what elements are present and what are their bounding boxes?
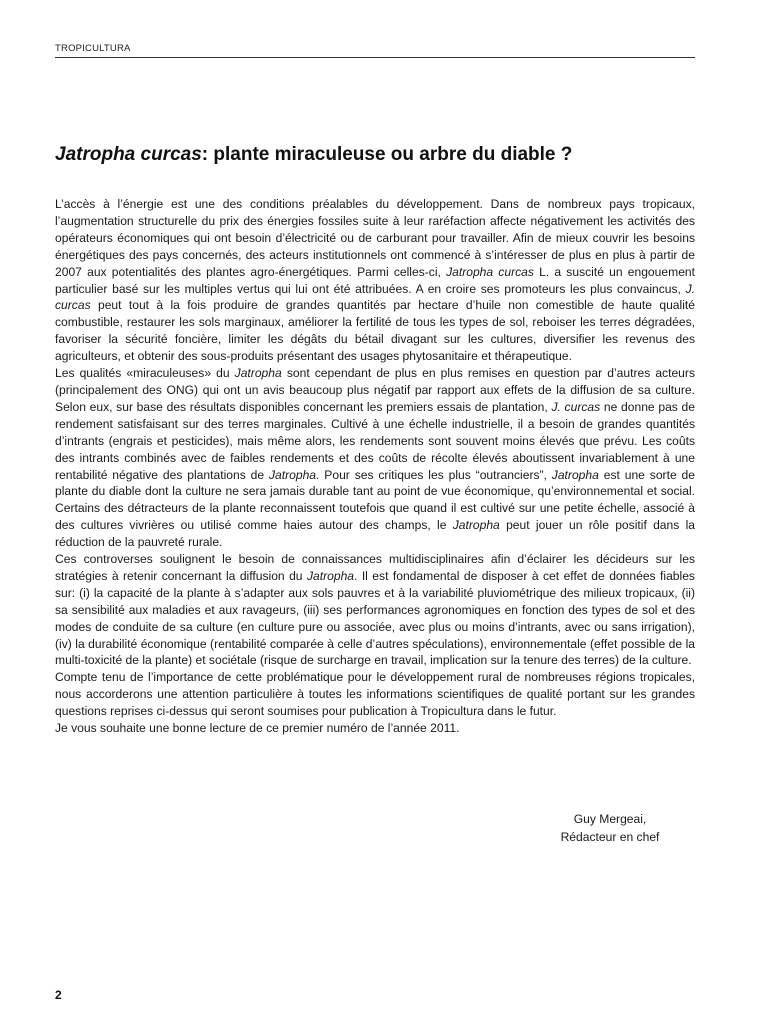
- italic-term: Jatropha: [268, 467, 317, 482]
- italic-term: Jatropha: [452, 518, 500, 533]
- page-number: 2: [55, 988, 62, 1002]
- author-name: Guy Mergeai,: [573, 812, 647, 826]
- body-paragraph: [55, 196, 695, 365]
- title-species-name: Jatropha curcas: [55, 144, 202, 165]
- text-run: ne donne pas de rendement satisfaisant sur des terres marginales. Cultivé à une échelle industrielle, il a besoin de grandes quantités d’intrants (engrais et pesticides), mais même alors, les rendements sont souvent moins élevés que prévu. Les coûts des intrants combinés avec de faibles rendements et des coûts de récolte élevés aboutissent invariablement à une rentabilité négative des plantations de: [55, 399, 696, 482]
- body-paragraph: [55, 720, 695, 737]
- article-body: [55, 196, 695, 737]
- text-run: est une sorte de plante du diable dont la culture ne sera jamais durable tant au point de vue économique, qu’environnemental et social. Certains des détracteurs de la plante reconnaissent toutefois que quand il est cultivé sur une petite échelle, associé à des cultures vivrières ou utilisé comme haies autour des champs, le: [55, 467, 695, 533]
- text-run: . Pour ses critiques les plus “outranciers”,: [316, 467, 552, 482]
- body-paragraph: [55, 669, 695, 720]
- text-run: Ces controverses soulignent le besoin de connaissances multidisciplinaires afin d’éclairer les décideurs sur les stratégies à retenir concernant la diffusion du: [55, 552, 695, 583]
- italic-term: Jatropha: [306, 568, 355, 583]
- article-title: [55, 142, 715, 168]
- text-run: sont cependant de plus en plus remises en question par d’autres acteurs (principalement des ONG) qui ont un avis beaucoup plus négatif par rapport aux effets de la diffusion de sa culture. Selon eux, sur base des résultats disponibles concernant les premiers essais de plantation,: [55, 366, 695, 414]
- text-run: . Il est fondamental de disposer à cet effet de données fiables sur: (i) la capacité de la plante à s’adapter aux sols pauvres et à la variabilité pluviométrique des milieux tropicaux, (ii) sa sensibilité aux maladies et aux ravageurs, (iii) ses performances agronomiques en fonction des types de sol et des modes de conduite de sa culture (en culture pure ou associée, avec plus ou moins d’intrants, avec ou sans irrigation), (iv) la durabilité économique (rentabilité comparée à celle d’autres spéculations), environnementale (effet possible de la multi-toxicité de la plante) et sociétale (risque de surcharge en travail, implication sur la tenure des terres) de la culture.: [55, 568, 695, 668]
- text-run: L. a suscité un engouement particulier basé sur les multiples vertus qui lui ont été attribuées. A en croire ses promoteurs les plus convaincus,: [55, 264, 696, 296]
- text-run: Je vous souhaite une bonne lecture de ce premier numéro de l’année 2011.: [55, 721, 460, 736]
- italic-term: Jatropha curcas: [446, 264, 534, 279]
- title-text: : plante miraculeuse ou arbre du diable ?: [201, 144, 573, 165]
- author-role: Rédacteur en chef: [560, 830, 660, 844]
- body-paragraph: [55, 365, 695, 551]
- text-run: peut tout à la fois produire de grandes quantités par hectare d’huile non comestible de haute qualité combustible, restaurer les sols marginaux, améliorer la fertilité de tous les types de sol, reboiser les terres dégradées, favoriser la sécurité foncière, limiter les dégâts du bétail divagant sur les cultures, diversifier les revenus des agriculteurs, et obtenir des sous-produits présentant des usages phytosanitaire et thérapeutique.: [55, 298, 695, 364]
- text-run: L’accès à l’énergie est une des conditions préalables du développement. Dans de nombreux pays tropicaux, l’augmentation structurelle du prix des énergies fossiles suite à leur raréfaction affecte négativement les activités des opérateurs économiques qui ont besoin d’électricité ou de carburant pour travailler. Afin de mieux couvrir les besoins énergétiques des pays concernés, des acteurs institutionnels ont commencé à s’intéresser de plus en plus à partir de 2007 aux potentialités des plantes agro-énergétiques. Parmi celles-ci,: [55, 197, 695, 279]
- text-run: peut jouer un rôle positif dans la réduction de la pauvreté rurale.: [55, 518, 695, 550]
- running-header: TROPICULTURA: [55, 43, 695, 58]
- signature-block: [540, 810, 680, 846]
- italic-term: Jatropha: [551, 467, 599, 482]
- text-run: Compte tenu de l’importance de cette problématique pour le développement rural de nombreuses régions tropicales, nous accorderons une attention particulière à toutes les informations scientifiques de qualité portant sur les grandes questions reprises ci-dessus qui seront soumises pour publication à Tropicultura dans le futur.: [55, 670, 695, 719]
- italic-term: J. curcas: [55, 281, 695, 313]
- body-paragraph: [55, 551, 695, 669]
- text-run: Les qualités «miraculeuses» du: [55, 366, 235, 381]
- italic-term: J. curcas: [551, 399, 601, 414]
- italic-term: Jatropha: [234, 366, 282, 381]
